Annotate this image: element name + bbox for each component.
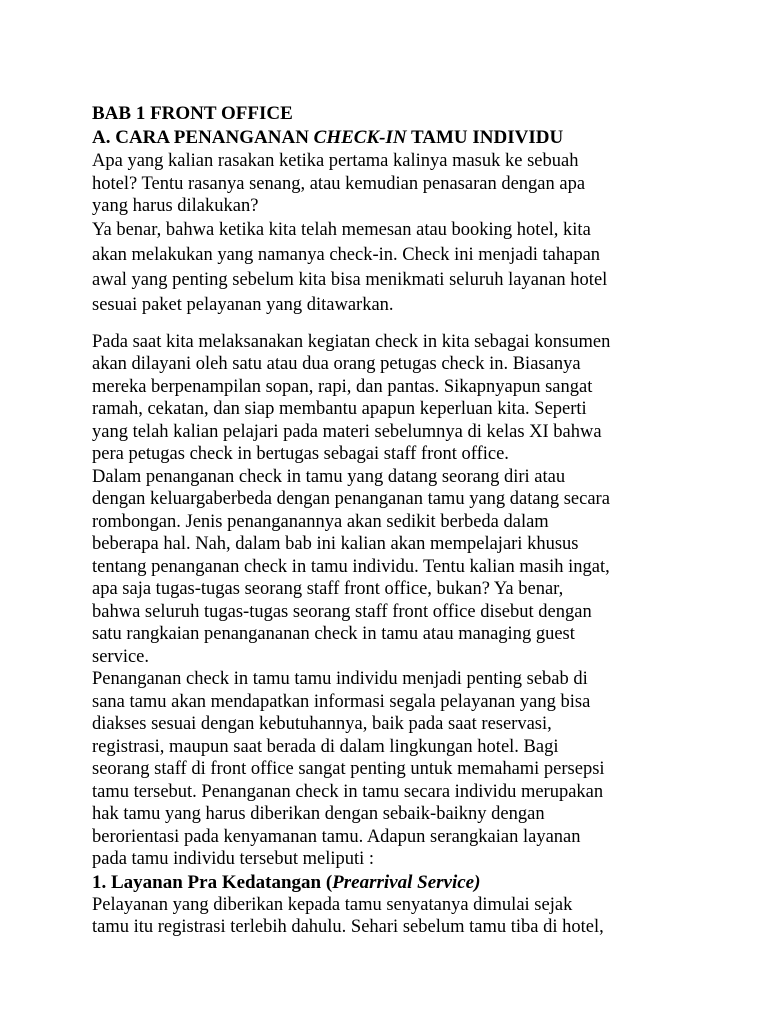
text-line: hotel? Tentu rasanya senang, atau kemudian penasaran dengan apa: [92, 173, 586, 194]
text-line: awal yang penting sebelum kita bisa menikmati seluruh layanan hotel: [92, 269, 608, 290]
text-line: tamu tersebut. Penanganan check in tamu secara individu merupakan: [92, 781, 604, 802]
text-line: tentang penanganan check in tamu individu. Tentu kalian masih ingat,: [92, 556, 610, 577]
section-title-italic: CHECK-IN: [313, 127, 407, 148]
text-line: beberapa hal. Nah, dalam bab ini kalian akan mempelajari khusus: [92, 534, 579, 554]
text-line: akan dilayani oleh satu atau dua orang petugas check in. Biasanya: [92, 354, 581, 374]
text-line: seorang staff di front office sangat penting untuk memahami persepsi: [92, 759, 605, 779]
text-line: hak tamu yang harus diberikan dengan sebaik-baikny dengan: [92, 804, 545, 824]
document-page: [92, 102, 684, 939]
intro-paragraph: [92, 150, 684, 218]
text-line: pera petugas check in bertugas sebagai staff front office.: [92, 444, 509, 464]
section-title-suffix: TAMU INDIVIDU: [406, 127, 564, 148]
text-line: apa saja tugas-tugas seorang staff front office, bukan? Ya benar,: [92, 579, 564, 599]
text-line: sesuai paket pelayanan yang ditawarkan.: [92, 294, 394, 315]
text-line: Ya benar, bahwa ketika kita telah memesan atau booking hotel, kita: [92, 219, 591, 240]
text-line: ramah, cekatan, dan siap membantu apapun keperluan kita. Seperti: [92, 399, 587, 419]
text-line: Penanganan check in tamu tamu individu menjadi penting sebab di: [92, 669, 588, 689]
text-line: Apa yang kalian rasakan ketika pertama kalinya masuk ke sebuah: [92, 151, 579, 171]
section-title: [92, 126, 684, 150]
text-line: rombongan. Jenis penanganannya akan sedikit berbeda dalam: [92, 511, 549, 532]
text-line: yang telah kalian pelajari pada materi sebelumnya di kelas XI bahwa: [92, 421, 602, 442]
section-title-prefix: A. CARA PENANGANAN: [92, 127, 314, 148]
subsection-title: [92, 871, 684, 894]
chapter-title: BAB 1 FRONT OFFICE: [92, 103, 293, 124]
text-line: pada tamu individu tersebut meliputi :: [92, 849, 375, 869]
importance-paragraph: [92, 668, 684, 871]
text-line: service.: [92, 646, 150, 667]
text-line: berorientasi pada kenyamanan tamu. Adapun serangkaian layanan: [92, 826, 581, 847]
subsection-title-italic: Prearrival Service): [332, 871, 481, 893]
staff-paragraph: [92, 331, 684, 466]
text-line: sana tamu akan mendapatkan informasi segala pelayanan yang bisa: [92, 691, 591, 712]
text-line: tamu itu registrasi terlebih dahulu. Sehari sebelum tamu tiba di hotel,: [92, 917, 604, 937]
text-line: yang harus dilakukan?: [92, 196, 259, 216]
answer-paragraph: [92, 218, 684, 318]
text-line: dengan keluargaberbeda dengan penanganan tamu yang datang secara: [92, 489, 610, 509]
text-line: diakses sesuai dengan kebutuhannya, baik pada saat reservasi,: [92, 714, 552, 734]
text-line: akan melakukan yang namanya check-in. Check ini menjadi tahapan: [92, 244, 601, 265]
text-line: Pada saat kita melaksanakan kegiatan check in kita sebagai konsumen: [92, 331, 611, 352]
text-line: mereka berpenampilan sopan, rapi, dan pantas. Sikapnyapun sangat: [92, 376, 593, 397]
text-line: Pelayanan yang diberikan kepada tamu senyatanya dimulai sejak: [92, 894, 573, 915]
text-line: registrasi, maupun saat berada di dalam lingkungan hotel. Bagi: [92, 736, 559, 757]
prearrival-paragraph: [92, 894, 684, 939]
subsection-title-prefix: 1. Layanan Pra Kedatangan (: [92, 871, 333, 893]
text-line: satu rangkaian penangananan check in tamu atau managing guest: [92, 624, 575, 644]
handling-paragraph: [92, 466, 684, 669]
text-line: Dalam penanganan check in tamu yang datang seorang diri atau: [92, 466, 566, 487]
text-line: bahwa seluruh tugas-tugas seorang staff front office disebut dengan: [92, 601, 592, 622]
